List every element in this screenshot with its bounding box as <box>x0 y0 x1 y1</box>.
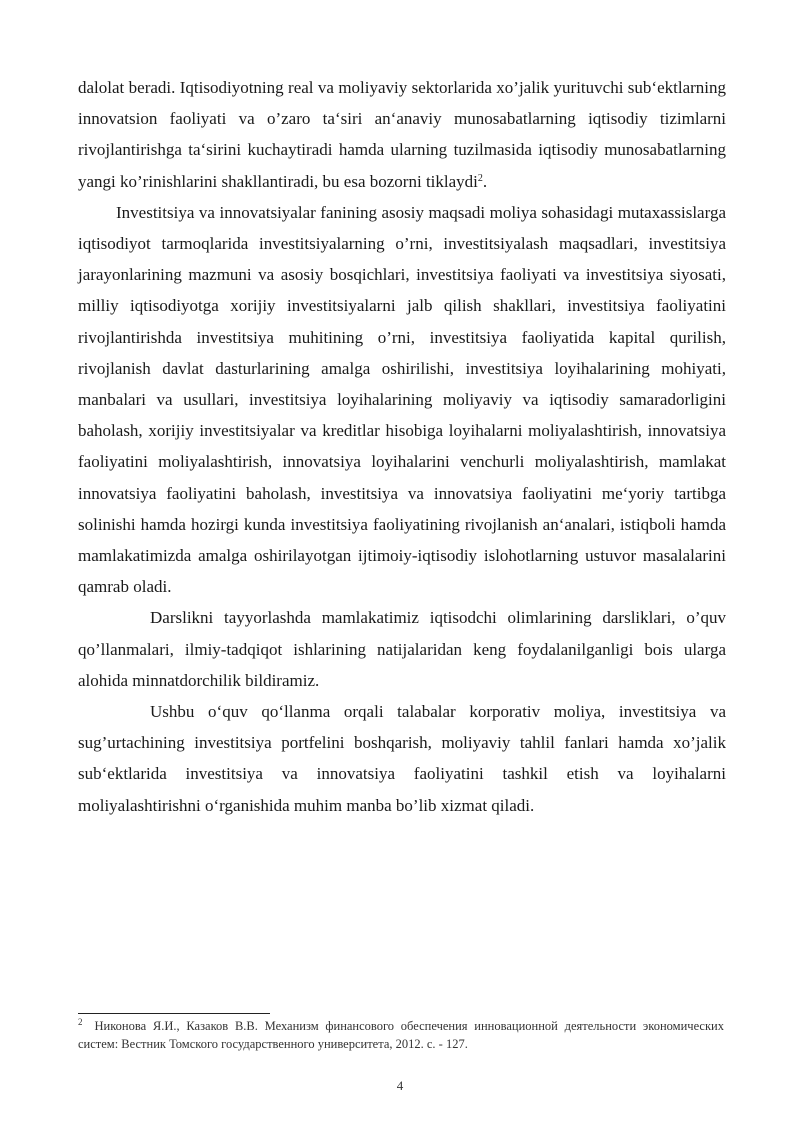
footnote-separator <box>78 1013 270 1014</box>
paragraph-end-punctuation: . <box>482 171 488 191</box>
paragraph-continuation <box>78 72 726 197</box>
footnote-text: Никонова Я.И., Казаков В.В. Механизм финансового обеспечения инновационной деятельности экономических систем: Вестник Томского государственного университета, 2012. с. - 127. <box>78 1019 724 1051</box>
paragraph-course-goal: Investitsiya va innovatsiyalar fanining asosiy maqsadi moliya sohasidagi mutaxassislarga iqtisodiyot tarmoqlarida investitsiyalarning o’rni, investitsiyalash maqsadlari, investitsiya jarayonlarining mazmuni va asosiy bosqichlari, investitsiya faoliyati va investitsiya siyosati, milliy iqtisodiyotga xorijiy investitsiyalarni jalb qilish shakllari, investitsiya faoliyatini rivojlantirishda investitsiya muhitining o’rni, investitsiya faoliyatida kapital qurilish, rivojlanish davlat dasturlarining amalga oshirilishi, investitsiya loyihalarining mohiyati, manbalari va usullari, investitsiya loyihalarining moliyaviy va iqtisodiy samaradorligini baholash, xorijiy investitsiyalar va kreditlar hisobiga loyihalarni moliyalashtirish, innovatsiya faoliyatini moliyalashtirish, innovatsiya loyihalarini venchurli moliyalashtirish, mamlakat innovatsiya faoliyatini baholash, investitsiya va innovatsiya faoliyatini me‘yoriy tartibga solinishi hamda hozirgi kunda investitsiya faoliyatining rivojlanish an‘analari, istiqboli hamda mamlakatimizda amalga oshirilayotgan ijtimoiy-iqtisodiy islohotlarning ustuvor masalalarini qamrab oladi. <box>78 202 726 597</box>
paragraph-acknowledgement: Darslikni tayyorlashda mamlakatimiz iqtisodchi olimlarining darsliklari, o’quv qo’llanmalari, ilmiy-tadqiqot ishlarining natijalaridan keng foydalanilganligi bois ularga alohida minnatdorchilik bildiramiz. <box>78 608 726 690</box>
footnote <box>78 1017 724 1053</box>
paragraph-purpose: Ushbu o‘quv qo‘llanma orqali talabalar korporativ moliya, investitsiya va sug’urtachining investitsiya portfelini boshqarish, moliyaviy tahlil fanlari hamda xo’jalik sub‘ektlarida investitsiya va innovatsiya faoliyatini tashkil etish va loyihalarni moliyalashtirishni o‘rganishida muhim manba bo’lib xizmat qiladi. <box>78 702 726 815</box>
page-number: 4 <box>396 1078 404 1093</box>
footnote-reference[interactable]: 2 <box>477 172 483 184</box>
body-text <box>78 72 726 821</box>
paragraph-text: dalolat beradi. Iqtisodiyotning real va moliyaviy sektorlarida xo’jalik yurituvchi sub‘ektlarning innovatsion faoliyati va o’zaro ta‘siri an‘anaviy munosabatlarning iqtisodiy tizimlarni rivojlantirishga ta‘sirini kuchaytiradi hamda ularning tuzilmasida iqtisodiy munosabatlarning yangi ko’rinishlarini shakllantiradi, bu esa bozorni tiklaydi <box>78 78 726 191</box>
footnote-number: 2 <box>78 1017 83 1027</box>
